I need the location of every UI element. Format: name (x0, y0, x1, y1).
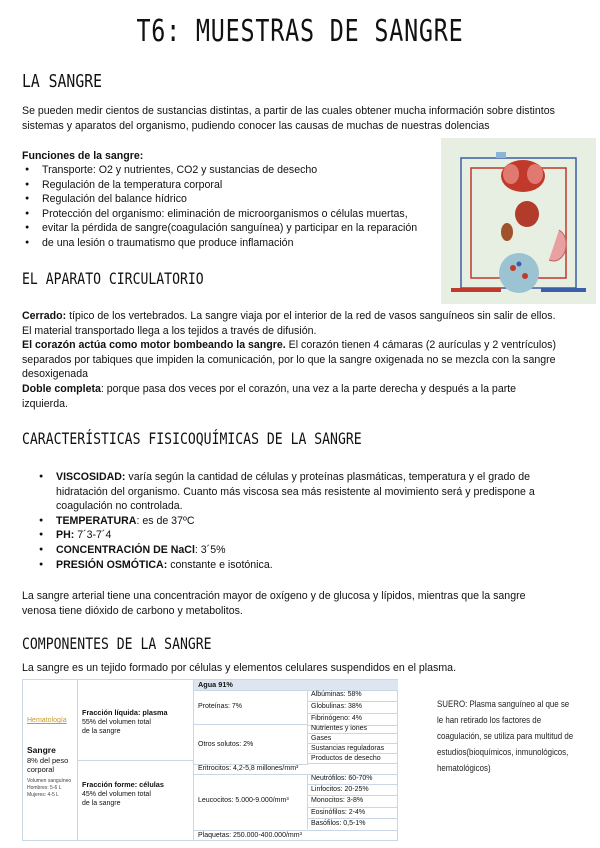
prot-item: Fibrinógeno: 4% (307, 714, 397, 726)
agua-text: Agua 91% (198, 680, 233, 689)
forme-cell (77, 760, 194, 840)
caracteristica-ph (36, 528, 581, 543)
componentes-intro: La sangre es un tejido formado por células y elementos celulares suspendidos en el plasma. (22, 662, 457, 674)
leucocitos-list (307, 774, 397, 829)
sangre-sub1: 8% del peso (27, 756, 69, 765)
circulatory-diagram-illustration (441, 138, 596, 304)
arterial-line1: La sangre arterial tiene una concentración mayor de oxígeno y de glucosa y lípidos, mientras que la sangre (22, 590, 526, 602)
heading-componentes: COMPONENTES DE LA SANGRE (22, 634, 212, 653)
otros-item: Gases (307, 734, 397, 744)
presion-text: constante e isotónica. (167, 558, 273, 571)
doble-text2: izquierda. (22, 397, 68, 410)
funciones-list (22, 163, 442, 251)
aparato-text (22, 309, 592, 411)
heading-caracteristicas: CARACTERÍSTICAS FISICOQUÍMICAS DE LA SANGRE (22, 429, 362, 448)
eritrocitos-text: Eritrocitos: 4,2-5,8 millones/mm³ (198, 765, 299, 772)
funciones-title (22, 149, 143, 164)
funcion-item: ● Regulación del balance hídrico (22, 192, 442, 207)
leuco-item: Monocitos: 3-8% (307, 796, 397, 807)
caracteristica-temperatura (36, 514, 581, 529)
funcion-item: ● evitar la pérdida de sangre(coagulación sanguínea) y participar en la reparación (22, 221, 442, 236)
sangre-title: Sangre (27, 745, 56, 755)
proteinas-list (307, 690, 397, 726)
nacl-label: CONCENTRACIÓN DE NaCl (56, 543, 195, 556)
temperatura-label: TEMPERATURA (56, 514, 137, 527)
corazon-text1: El corazón tienen 4 cámaras (2 aurículas y 2 ventrículos) (285, 339, 556, 352)
corazon-label: El corazón actúa como motor bombeando la sangre. (22, 339, 286, 352)
cerrado-label: Cerrado: (22, 310, 67, 322)
forme-sub2: de la sangre (82, 800, 121, 807)
otros-cell (193, 724, 308, 765)
nacl-text: : 3´5% (194, 543, 226, 556)
sangre-intro-line2: sistemas y aparatos del organismo, pudiendo conocer las causas de muchas de nuestras dolencias (22, 119, 490, 132)
heading-aparato-circulatorio: EL APARATO CIRCULATORIO (22, 269, 204, 288)
otros-text: Otros solutos: 2% (198, 741, 254, 748)
funcion-item: ● Regulación de la temperatura corporal (22, 178, 442, 193)
proteinas-text: Proteínas: 7% (198, 703, 242, 710)
otros-item: Sustancias reguladoras (307, 744, 397, 754)
leucocitos-text: Leucocitos: 5.000-9.000/mm³ (198, 797, 289, 804)
viscosidad-text1: varía según la cantidad de células y proteínas plasmáticas, temperatura y el grado de (125, 471, 531, 483)
cerrado-text1: típico de los vertebrados. La sangre viaja por el interior de la red de vasos sanguíneos sin salir de ellos. (66, 310, 556, 322)
plasma-sub1: 55% del volumen total (82, 719, 151, 726)
caracteristica-nacl (36, 543, 581, 558)
page-title: T6: MUESTRAS DE SANGRE (136, 14, 464, 49)
viscosidad-label: VISCOSIDAD: (56, 471, 126, 483)
circulatory-diagram (441, 138, 596, 304)
viscosidad-text3: coagulación no controlada. (56, 500, 183, 513)
leuco-item: Basófilos: 0,5-1% (307, 819, 397, 829)
forme-sub1: 45% del volumen total (82, 791, 151, 798)
leuco-item: Linfocitos: 20-25% (307, 785, 397, 796)
sangre-small3: Mujeres: 4-5 L (27, 792, 59, 798)
prot-item: Globulinas: 38% (307, 702, 397, 714)
funcion-item: ● Transporte: O2 y nutrientes, CO2 y sustancias de desecho (22, 163, 442, 178)
corazon-text3: desoxigenada (22, 368, 88, 381)
sangre-small2: Hombres: 5-6 L (27, 785, 62, 791)
corazon-text2: separados por tabiques que impiden la comunicación, por lo que la sangre oxigenada no se mezcla con la sangre (22, 353, 556, 366)
otros-list (307, 724, 397, 764)
otros-item: Nutrientes y iones (307, 724, 397, 734)
prot-item: Albúminas: 58% (307, 690, 397, 702)
caracteristica-presion (36, 558, 581, 573)
funciones-title-text: Funciones de la sangre: (22, 150, 144, 162)
sangre-intro (22, 104, 592, 133)
leucocitos-cell (193, 774, 308, 831)
cerrado-text2: El material transportado llega a los tejidos a través de difusión. (22, 324, 317, 337)
sangre-intro-line1: Se pueden medir cientos de sustancias distintas, a partir de las cuales obtener mucha información sobre distintos (22, 105, 555, 117)
caracteristicas-list (36, 470, 581, 572)
doble-label: Doble completa (22, 382, 101, 395)
plasma-title: Fracción líquida: plasma (82, 708, 168, 717)
leuco-item: Neutrófilos: 60-70% (307, 774, 397, 785)
heading-la-sangre: LA SANGRE (22, 71, 102, 92)
presion-label: PRESIÓN OSMÓTICA: (56, 558, 168, 571)
ph-text: 7´3-7´4 (74, 529, 112, 542)
sangre-sub2: corporal (27, 765, 55, 774)
forme-title: Fracción forme: células (82, 780, 164, 789)
funcion-item: ● Protección del organismo: eliminación de microorganismos o células muertas, (22, 207, 442, 222)
proteinas-cell (193, 690, 308, 725)
ph-label: PH: (56, 529, 75, 542)
suero-note: SUERO: Plasma sanguíneo al que se le han retirado los factores de coagulación, se utiliza para multitud de estudios(bioquímicos, inmunológicos, hematológicos) (437, 699, 574, 773)
viscosidad-text2: hidratación del organismo. Cuanto más viscosa sea más resistente al movimiento será y predispone a (56, 485, 535, 498)
plaquetas-text: Plaquetas: 250.000-400.000/mm³ (198, 832, 302, 839)
doble-text1: : porque pasa dos veces por el corazón, una vez a la parte derecha y después a la parte (100, 382, 517, 395)
plasma-cell (77, 680, 194, 761)
arterial-line2: venosa tiene dióxido de carbono y metabolitos. (22, 604, 243, 617)
funcion-item: ● de una lesión o traumatismo que produce inflamación (22, 236, 442, 251)
otros-item: Productos de desecho (307, 754, 397, 764)
leuco-item: Eosinófilos: 2-4% (307, 808, 397, 819)
blood-components-figure (22, 679, 398, 841)
hematologia-link[interactable]: Hematología (27, 717, 67, 724)
caracteristica-viscosidad (36, 470, 581, 514)
plaquetas-cell (193, 830, 398, 841)
sangre-small1: Volumen sanguíneo (27, 778, 72, 784)
plasma-sub2: de la sangre (82, 728, 121, 735)
arterial-text (22, 589, 592, 618)
temperatura-text: : es de 37ºC (136, 514, 195, 527)
